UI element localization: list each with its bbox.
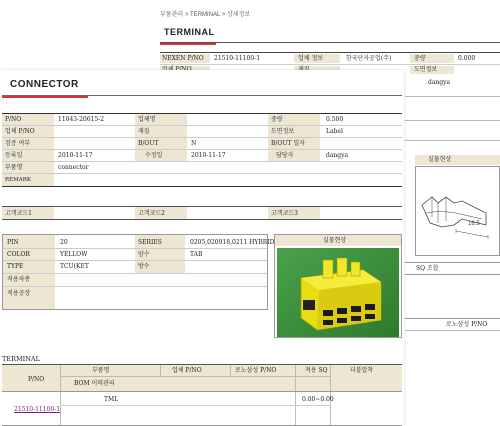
- terminal-sq-value: 0.00~0.00: [302, 396, 334, 403]
- pno-label: NEXEN P/NO: [160, 54, 210, 63]
- cpno-label: 업체 P/NO: [5, 128, 35, 135]
- divider: [405, 330, 500, 331]
- drawing-label: 도면정보: [410, 66, 454, 74]
- divider: [405, 262, 500, 263]
- photo-label: 실물현상: [323, 237, 347, 244]
- row-divider: [3, 248, 267, 249]
- label-column: [3, 235, 55, 309]
- series-value: 0205,020918,0211 HYBRID: [190, 239, 275, 246]
- pno-value: 21510-11100-1: [214, 55, 261, 62]
- row-divider: [2, 149, 402, 150]
- vendor-label: 업체명: [138, 116, 156, 123]
- type-label: TYPE: [7, 263, 24, 270]
- material-label: 재질: [138, 128, 150, 135]
- col-divider: [295, 365, 296, 426]
- header-bottom-border: [2, 391, 402, 392]
- terminal-part-value: TML: [104, 396, 119, 403]
- vehicle-label: 적용차종: [7, 276, 31, 283]
- col-double-crimp: 더블압착: [350, 367, 374, 374]
- waterproof-label: 방수: [138, 263, 150, 270]
- sq-combo-label: SQ 조합: [416, 265, 439, 272]
- pno-value: 11043-20615-2: [58, 116, 105, 123]
- terminal-pno-link[interactable]: 21510-11100-1: [14, 406, 61, 413]
- divider: [405, 96, 500, 97]
- row-divider: [3, 273, 267, 274]
- remark-label: REMARK: [5, 177, 32, 183]
- weight-label: 중량: [271, 116, 283, 123]
- col-sq: 적용 SQ: [305, 367, 328, 374]
- samsung-pno-label: 로노삼성 P/NO: [446, 321, 488, 328]
- table-bottom-border: [2, 186, 402, 187]
- codes-top-border: [2, 206, 402, 207]
- connector-detail-window: [0, 70, 404, 426]
- row-divider: [3, 286, 267, 287]
- pin-label: PIN: [7, 239, 19, 246]
- divider: [405, 120, 500, 121]
- weight-value: 0.500: [326, 116, 344, 123]
- reg-date-value: 2010-11-17: [58, 152, 93, 159]
- breadcrumb: 부품관리 > TERMINAL > 상세정보: [160, 12, 251, 18]
- col-bom-history: BOM 이력관리: [74, 380, 115, 387]
- vendor-label: 업체 정보: [294, 54, 340, 63]
- owner-label: 담당자: [276, 152, 294, 159]
- drawing-label: 도면정보: [271, 128, 295, 135]
- codes-bottom-border: [2, 219, 402, 220]
- weight-value: 0.000: [458, 55, 476, 62]
- mod-date-label: 수정일: [145, 152, 163, 159]
- yellow-connector-image: [277, 248, 399, 337]
- bout-date-label: B/OUT 일자: [271, 140, 305, 147]
- drawing-value: Label: [326, 128, 343, 135]
- divider: [405, 274, 500, 275]
- customer-code-3-label: 고객코드3: [271, 210, 299, 217]
- table-top-border: [2, 113, 402, 114]
- row-divider: [2, 173, 402, 174]
- row-divider: [2, 161, 402, 162]
- col-divider: [60, 365, 61, 426]
- row-divider: [2, 137, 402, 138]
- bout-label: B/OUT: [138, 140, 159, 147]
- type-value: TCU(KET: [60, 263, 89, 270]
- header-divider: [60, 376, 330, 377]
- title-accent: [2, 96, 88, 98]
- photo-panel: [274, 234, 402, 338]
- series-label: SERIES: [138, 239, 162, 246]
- inspect-label: 검증 여부: [5, 140, 31, 147]
- weight-label: 중량: [410, 54, 454, 63]
- pno-label: P/NO: [5, 116, 22, 123]
- row-divider: [60, 405, 330, 406]
- row-divider: [3, 260, 267, 261]
- title-accent: [160, 43, 216, 45]
- color-label: COLOR: [7, 251, 30, 258]
- bout-value: N: [191, 140, 197, 147]
- owner-value: dangya: [326, 152, 349, 159]
- col-divider: [160, 365, 161, 376]
- terminal-drawing-icon: [416, 167, 500, 257]
- terminal-drawing: [415, 166, 500, 256]
- mod-date-value: 2010-11-17: [191, 152, 226, 159]
- col-pno: P/NO: [28, 376, 45, 383]
- row-divider: [2, 125, 402, 126]
- dimension-label: 16.5: [468, 221, 480, 227]
- customer-code-1-label: 고객코드1: [5, 210, 33, 217]
- page-title: CONNECTOR: [10, 79, 79, 90]
- info-row: [160, 52, 500, 64]
- divider: [405, 140, 500, 141]
- vendor-value: 한국단자공업(주): [346, 55, 392, 62]
- page-title: TERMINAL: [164, 27, 215, 37]
- pin-value: 20: [60, 239, 68, 246]
- gender-label: 암수: [138, 251, 150, 258]
- divider: [405, 318, 500, 319]
- part-name-value: connector: [58, 164, 89, 171]
- gender-value: TAB: [190, 251, 203, 258]
- connector-photo: [277, 248, 399, 337]
- col-divider: [230, 365, 231, 376]
- author-value: dangya: [428, 79, 451, 86]
- col-vendor-pno: 업체 P/NO: [172, 367, 202, 374]
- factory-label: 적용공장: [7, 290, 31, 297]
- part-name-label: 부품명: [5, 164, 23, 171]
- col-part-name: 부품명: [92, 367, 110, 374]
- reg-date-label: 등록일: [5, 152, 23, 159]
- color-value: YELLOW: [60, 251, 88, 258]
- col-samsung-pno: 로노삼성 P/NO: [235, 367, 277, 374]
- terminal-section-title: TERMINAL: [2, 355, 40, 363]
- terminal-table-header: [2, 365, 402, 391]
- photo-label: 실물현상: [428, 156, 452, 163]
- customer-code-2-label: 고객코드2: [138, 210, 166, 217]
